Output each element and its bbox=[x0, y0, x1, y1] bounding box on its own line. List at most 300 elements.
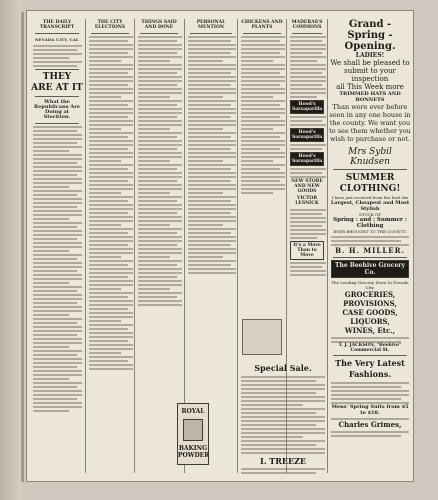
text-line bbox=[188, 104, 231, 106]
text-line bbox=[89, 60, 121, 62]
text-line bbox=[290, 144, 326, 146]
text-line bbox=[138, 64, 182, 66]
text-line bbox=[33, 366, 77, 368]
text-line bbox=[89, 220, 133, 222]
text-line bbox=[241, 68, 285, 70]
text-line bbox=[89, 192, 121, 194]
text-line bbox=[188, 68, 236, 70]
text-line bbox=[188, 56, 236, 58]
text-line bbox=[89, 208, 133, 210]
text-line bbox=[89, 204, 133, 206]
text-line bbox=[33, 170, 82, 172]
text-line bbox=[290, 120, 322, 122]
text-line bbox=[89, 112, 133, 114]
text-line bbox=[33, 158, 82, 160]
text-line bbox=[33, 130, 77, 132]
text-line bbox=[241, 64, 285, 66]
text-line bbox=[188, 48, 236, 50]
text-line bbox=[138, 156, 182, 158]
text-line bbox=[138, 192, 170, 194]
text-line bbox=[138, 244, 177, 246]
text-line bbox=[89, 64, 133, 66]
text-line bbox=[33, 202, 82, 204]
text-line bbox=[89, 236, 133, 238]
text-line bbox=[241, 180, 280, 182]
text-line bbox=[188, 216, 236, 218]
text-line bbox=[241, 140, 285, 142]
text-line bbox=[138, 116, 177, 118]
text-line bbox=[89, 228, 133, 230]
text-line bbox=[241, 80, 285, 82]
section-rule bbox=[91, 33, 129, 34]
text-line bbox=[138, 40, 177, 42]
text-line bbox=[188, 192, 223, 194]
text-line bbox=[89, 264, 128, 266]
text-line bbox=[138, 216, 182, 218]
text-line bbox=[33, 146, 82, 148]
text-line bbox=[33, 278, 82, 280]
text-line bbox=[188, 256, 223, 258]
text-line bbox=[33, 238, 77, 240]
text-line bbox=[138, 124, 182, 126]
royal-baking-powder-ad bbox=[177, 403, 209, 465]
text-line bbox=[138, 100, 182, 102]
text-line bbox=[188, 180, 231, 182]
text-line bbox=[188, 88, 236, 90]
text-line bbox=[290, 209, 326, 211]
text-line bbox=[33, 222, 82, 224]
left-headline: THEY ARE AT IT bbox=[31, 72, 83, 93]
text-line bbox=[138, 248, 182, 250]
text-line bbox=[33, 178, 82, 180]
text-line bbox=[241, 96, 273, 98]
text-line bbox=[241, 156, 285, 158]
column-rule bbox=[85, 19, 86, 473]
text-line bbox=[33, 390, 82, 392]
text-line bbox=[188, 244, 231, 246]
column-3 bbox=[136, 19, 182, 473]
text-line bbox=[290, 40, 322, 42]
royal-label: ROYAL bbox=[181, 408, 205, 415]
text-line bbox=[290, 274, 326, 276]
text-line bbox=[89, 212, 128, 214]
text-line bbox=[138, 188, 182, 190]
text-line bbox=[89, 304, 133, 306]
col2-heading: THE CITY ELECTIONS bbox=[94, 20, 126, 30]
text-line bbox=[138, 36, 182, 38]
text-line bbox=[331, 394, 409, 396]
text-line bbox=[89, 44, 133, 46]
text-line bbox=[89, 328, 128, 330]
summer-clothing-title: SUMMER CLOTHING! bbox=[339, 173, 401, 194]
text-line bbox=[138, 212, 177, 214]
text-line bbox=[188, 112, 236, 114]
text-line bbox=[241, 404, 303, 406]
text-line bbox=[33, 314, 69, 316]
text-line bbox=[331, 386, 401, 388]
victor-name: VICTOR LESNICK bbox=[295, 196, 319, 206]
text-line bbox=[241, 388, 325, 390]
text-line bbox=[188, 260, 236, 262]
text-line bbox=[241, 420, 325, 422]
section-rule bbox=[292, 33, 322, 34]
text-line bbox=[89, 308, 128, 310]
text-line bbox=[33, 398, 77, 400]
text-line bbox=[138, 68, 182, 70]
text-line bbox=[188, 176, 236, 178]
text-line bbox=[89, 72, 128, 74]
text-line bbox=[33, 126, 82, 128]
text-line bbox=[188, 272, 236, 274]
text-line bbox=[89, 108, 133, 110]
text-line bbox=[89, 56, 133, 58]
summer-line-2: Largest, Cheapest and Most Stylish bbox=[330, 200, 410, 212]
text-line bbox=[188, 208, 236, 210]
text-line bbox=[331, 244, 409, 246]
text-line bbox=[138, 148, 177, 150]
text-line bbox=[33, 330, 82, 332]
text-line bbox=[89, 136, 128, 138]
text-line bbox=[290, 84, 322, 86]
text-line bbox=[33, 286, 82, 288]
text-line bbox=[33, 322, 77, 324]
text-line bbox=[188, 268, 236, 270]
text-line bbox=[33, 294, 82, 296]
text-line bbox=[241, 136, 280, 138]
text-line bbox=[138, 264, 177, 266]
text-line bbox=[188, 152, 236, 154]
text-line bbox=[138, 276, 177, 278]
text-line bbox=[89, 92, 133, 94]
column-1 bbox=[31, 19, 83, 473]
text-line bbox=[33, 306, 82, 308]
text-line bbox=[241, 448, 325, 450]
text-line bbox=[33, 250, 69, 252]
text-line bbox=[331, 398, 401, 400]
text-line bbox=[89, 268, 133, 270]
text-line bbox=[33, 402, 82, 404]
text-line bbox=[241, 148, 280, 150]
text-line bbox=[241, 128, 273, 130]
text-line bbox=[241, 56, 285, 58]
text-line bbox=[89, 320, 121, 322]
text-line bbox=[241, 452, 325, 454]
text-line bbox=[188, 124, 236, 126]
text-line bbox=[138, 172, 182, 174]
text-line bbox=[241, 436, 303, 438]
text-line bbox=[138, 160, 170, 162]
text-line bbox=[89, 276, 128, 278]
masthead-rule bbox=[35, 33, 79, 34]
text-line bbox=[331, 337, 409, 339]
text-line bbox=[290, 148, 322, 150]
text-line bbox=[188, 72, 231, 74]
section-rule bbox=[190, 33, 232, 34]
text-line bbox=[241, 152, 285, 154]
text-line bbox=[138, 228, 182, 230]
text-line bbox=[290, 116, 326, 118]
text-line bbox=[138, 208, 182, 210]
text-line bbox=[188, 248, 236, 250]
text-line bbox=[89, 40, 128, 42]
text-line bbox=[138, 44, 182, 46]
text-line bbox=[241, 164, 285, 166]
text-line bbox=[33, 342, 82, 344]
text-line bbox=[89, 252, 133, 254]
groceries-label: GROCERIES, bbox=[344, 290, 396, 299]
text-line bbox=[290, 60, 317, 62]
hoods-ad-1: Hood's Sarsaparilla bbox=[292, 102, 323, 112]
text-line bbox=[188, 84, 231, 86]
text-line bbox=[188, 200, 231, 202]
text-line bbox=[138, 284, 182, 286]
special-sale-title: Special Sale. bbox=[254, 363, 312, 373]
text-line bbox=[290, 88, 326, 90]
text-line bbox=[188, 172, 236, 174]
col5-heading: CHICKENS AND PLANTS bbox=[241, 20, 283, 30]
text-line bbox=[33, 45, 82, 47]
text-line bbox=[290, 213, 322, 215]
text-line bbox=[188, 232, 231, 234]
text-line bbox=[290, 221, 326, 223]
text-line bbox=[241, 132, 285, 134]
text-line bbox=[241, 112, 285, 114]
text-line bbox=[138, 176, 182, 178]
text-line bbox=[138, 120, 182, 122]
text-line bbox=[33, 354, 77, 356]
text-line bbox=[89, 124, 133, 126]
text-line bbox=[241, 444, 316, 446]
section-rule bbox=[35, 96, 79, 97]
col4-heading: PERSONAL MENTION bbox=[196, 20, 226, 30]
text-line bbox=[33, 218, 69, 220]
ad1-line-4: TRIMMED HATS AND BONNETS bbox=[339, 91, 401, 103]
text-line bbox=[188, 132, 236, 134]
signature: Mrs Sybil Knudsen bbox=[348, 147, 392, 167]
text-line bbox=[290, 229, 326, 231]
advertisement-column bbox=[329, 19, 411, 473]
text-line bbox=[138, 104, 177, 106]
text-line bbox=[290, 96, 317, 98]
text-line bbox=[241, 428, 325, 430]
text-line bbox=[33, 162, 77, 164]
text-line bbox=[241, 36, 285, 38]
text-line bbox=[188, 108, 236, 110]
moving-ad: It's a Move Than to Move bbox=[290, 241, 324, 260]
text-line bbox=[138, 280, 182, 282]
text-line bbox=[89, 256, 121, 258]
text-line bbox=[33, 270, 77, 272]
text-line bbox=[241, 472, 316, 474]
text-line bbox=[89, 168, 128, 170]
text-line bbox=[188, 160, 223, 162]
text-line bbox=[89, 312, 133, 314]
text-line bbox=[331, 418, 409, 420]
text-line bbox=[89, 128, 121, 130]
text-line bbox=[331, 236, 409, 238]
text-line bbox=[89, 116, 128, 118]
text-line bbox=[33, 318, 82, 320]
text-line bbox=[290, 217, 326, 219]
text-line bbox=[290, 56, 326, 58]
text-line bbox=[33, 254, 82, 256]
text-line bbox=[241, 116, 280, 118]
section-rule bbox=[333, 169, 407, 170]
text-line bbox=[89, 336, 133, 338]
text-line bbox=[241, 92, 285, 94]
text-line bbox=[138, 52, 177, 54]
text-line bbox=[33, 194, 77, 196]
text-line bbox=[89, 324, 133, 326]
text-line bbox=[33, 198, 82, 200]
text-line bbox=[241, 192, 273, 194]
text-line bbox=[188, 220, 236, 222]
masthead-city: NEVADA CITY, CAL bbox=[35, 37, 79, 42]
text-line bbox=[33, 234, 82, 236]
text-line bbox=[89, 260, 133, 262]
text-line bbox=[89, 348, 133, 350]
text-line bbox=[241, 392, 316, 394]
text-line bbox=[241, 380, 316, 382]
text-line bbox=[33, 166, 82, 168]
text-line bbox=[188, 148, 231, 150]
text-line bbox=[188, 40, 231, 42]
text-line bbox=[241, 60, 273, 62]
text-line bbox=[241, 188, 285, 190]
text-line bbox=[188, 120, 236, 122]
text-line bbox=[138, 292, 182, 294]
text-line bbox=[89, 104, 128, 106]
text-line bbox=[188, 144, 236, 146]
beehive-subtitle: The Leading Grocery Store In Nevada City. bbox=[331, 280, 409, 290]
text-line bbox=[138, 304, 182, 306]
column-rule bbox=[237, 19, 238, 473]
text-line bbox=[241, 384, 325, 386]
section-rule bbox=[333, 355, 407, 356]
text-line bbox=[89, 344, 133, 346]
text-line bbox=[138, 232, 177, 234]
text-line bbox=[188, 184, 236, 186]
text-line bbox=[188, 100, 236, 102]
text-line bbox=[188, 52, 231, 54]
text-line bbox=[89, 120, 133, 122]
text-line bbox=[138, 152, 182, 154]
text-line bbox=[89, 52, 128, 54]
left-subheadline: What the Republicans Are Doing at Stockton. bbox=[34, 99, 80, 120]
treeze-name: I. TREEZE bbox=[259, 456, 307, 466]
text-line bbox=[188, 264, 231, 266]
text-line bbox=[138, 272, 182, 274]
text-line bbox=[241, 176, 285, 178]
text-line bbox=[33, 262, 82, 264]
new-store-heading: NEW STORE AND NEW GOODS bbox=[291, 179, 323, 194]
text-line bbox=[33, 65, 77, 67]
wines-label: WINES, Etc., bbox=[344, 326, 396, 335]
text-line bbox=[89, 316, 133, 318]
text-line bbox=[241, 424, 316, 426]
text-line bbox=[89, 184, 133, 186]
beehive-banner: The Beehive Grocery Co. bbox=[331, 260, 409, 278]
text-line bbox=[89, 176, 133, 178]
text-line bbox=[138, 168, 177, 170]
case-goods-label: CASE GOODS, bbox=[342, 308, 398, 317]
text-line bbox=[33, 134, 82, 136]
text-line bbox=[89, 140, 133, 142]
text-line bbox=[138, 92, 182, 94]
text-line bbox=[290, 270, 326, 272]
text-line bbox=[33, 53, 82, 55]
text-line bbox=[89, 180, 128, 182]
text-line bbox=[241, 124, 285, 126]
ad1-line-2: submit to your inspection bbox=[344, 67, 396, 83]
text-line bbox=[188, 212, 231, 214]
text-line bbox=[138, 260, 182, 262]
text-line bbox=[241, 84, 280, 86]
text-line bbox=[241, 168, 280, 170]
liquors-label: LIQUORS, bbox=[350, 317, 390, 326]
text-line bbox=[138, 268, 182, 270]
text-line bbox=[241, 184, 285, 186]
grimes-name: Charles Grimes, bbox=[338, 420, 402, 429]
column-2 bbox=[87, 19, 133, 473]
text-line bbox=[241, 172, 285, 174]
text-line bbox=[290, 48, 326, 50]
text-line bbox=[241, 40, 280, 42]
text-line bbox=[138, 180, 177, 182]
text-line bbox=[241, 44, 285, 46]
text-line bbox=[33, 338, 82, 340]
text-line bbox=[138, 144, 182, 146]
text-line bbox=[89, 340, 128, 342]
text-line bbox=[188, 116, 231, 118]
section-rule bbox=[35, 69, 79, 70]
text-line bbox=[89, 352, 121, 354]
grand-opening-title: Grand - Spring - Opening. bbox=[344, 19, 396, 52]
text-line bbox=[331, 402, 409, 404]
text-line bbox=[138, 48, 182, 50]
text-line bbox=[89, 364, 133, 366]
text-line bbox=[33, 210, 82, 212]
text-line bbox=[89, 84, 128, 86]
text-line bbox=[33, 57, 69, 59]
text-line bbox=[290, 44, 326, 46]
text-line bbox=[89, 188, 133, 190]
provisions-label: PROVISIONS, bbox=[343, 299, 397, 308]
text-line bbox=[89, 88, 133, 90]
jackson-address: T. J. JACKSON, "Beehive" Commercial St. bbox=[338, 343, 402, 353]
text-line bbox=[188, 96, 223, 98]
text-line bbox=[33, 174, 77, 176]
text-line bbox=[89, 172, 133, 174]
text-line bbox=[241, 376, 325, 378]
text-line bbox=[241, 412, 316, 414]
text-line bbox=[331, 341, 401, 343]
text-line bbox=[138, 236, 182, 238]
text-line bbox=[241, 468, 325, 470]
text-line bbox=[33, 266, 82, 268]
text-line bbox=[331, 240, 401, 242]
text-line bbox=[241, 432, 325, 434]
section-rule bbox=[140, 33, 178, 34]
ad1-body: Than were ever before seen in any one house in the county. We want you to see them whether you wish to purchase or not. bbox=[329, 103, 411, 143]
text-line bbox=[33, 362, 82, 364]
text-line bbox=[188, 204, 236, 206]
text-line bbox=[138, 200, 177, 202]
ad1-line-3: all This Week more bbox=[336, 83, 404, 91]
text-line bbox=[241, 120, 285, 122]
text-line bbox=[241, 88, 285, 90]
hoods-ad-3: Hood's Sarsaparilla bbox=[292, 154, 323, 164]
